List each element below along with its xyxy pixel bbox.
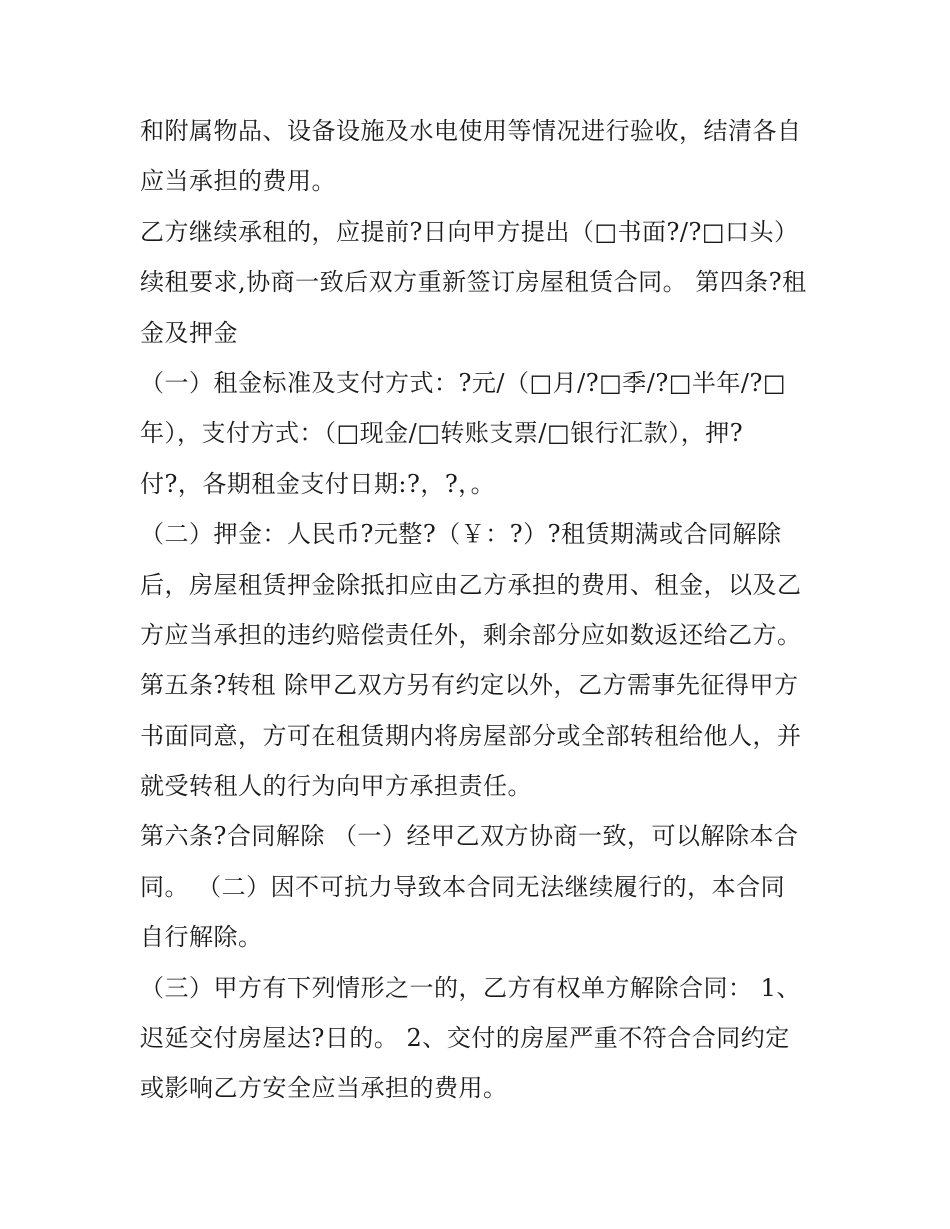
- text-line-9: （二）押金：人民币?元整?（￥：?）?租赁期满或合同解除: [140, 520, 782, 549]
- text-line-8: 付?，各期租金支付日期:?，?，。: [140, 469, 496, 498]
- contract-text: [140, 106, 830, 1114]
- text-line-14: 就受转租人的行为向甲方承担责任。: [140, 772, 532, 801]
- text-line-5: 金及押金: [140, 318, 238, 347]
- text-line-4: 续租要求,协商一致后双方重新签订房屋租赁合同。 第四条?租: [140, 268, 807, 297]
- text-line-11: 方应当承担的违约赔偿责任外，剩余部分应如数返还给乙方。: [140, 620, 802, 649]
- text-line-20: 或影响乙方安全应当承担的费用。: [140, 1074, 508, 1103]
- text-line-6: （一）租金标准及支付方式：?元/（□月/?□季/?□半年/?□: [140, 368, 787, 397]
- text-line-15: 第六条?合同解除 （一）经甲乙双方协商一致，可以解除本合: [140, 822, 799, 851]
- text-line-18: （三）甲方有下列情形之一的，乙方有权单方解除合同： 1、: [140, 973, 801, 1002]
- text-line-3: 乙方继续承租的，应提前?日向甲方提出（□书面?/?□口头）: [140, 217, 799, 246]
- text-line-16: 同。 （二）因不可抗力导致本合同无法继续履行的，本合同: [140, 872, 786, 901]
- text-line-1: 和附属物品、设备设施及水电使用等情况进行验收，结清各自: [140, 117, 802, 145]
- text-line-7: 年），支付方式：（□现金/□转账支票/□银行汇款），押?: [140, 419, 744, 448]
- text-line-19: 迟延交付房屋达?日的。 2、交付的房屋严重不符合合同约定: [140, 1024, 790, 1053]
- text-line-12: 第五条?转租 除甲乙双方另有约定以外，乙方需事先征得甲方: [140, 671, 799, 700]
- text-line-13: 书面同意，方可在租赁期内将房屋部分或全部转租给他人，并: [140, 721, 802, 750]
- text-line-10: 后，房屋租赁押金除抵扣应由乙方承担的费用、租金，以及乙: [140, 570, 802, 599]
- text-line-17: 自行解除。: [140, 923, 263, 952]
- text-line-2: 应当承担的费用。: [140, 167, 336, 196]
